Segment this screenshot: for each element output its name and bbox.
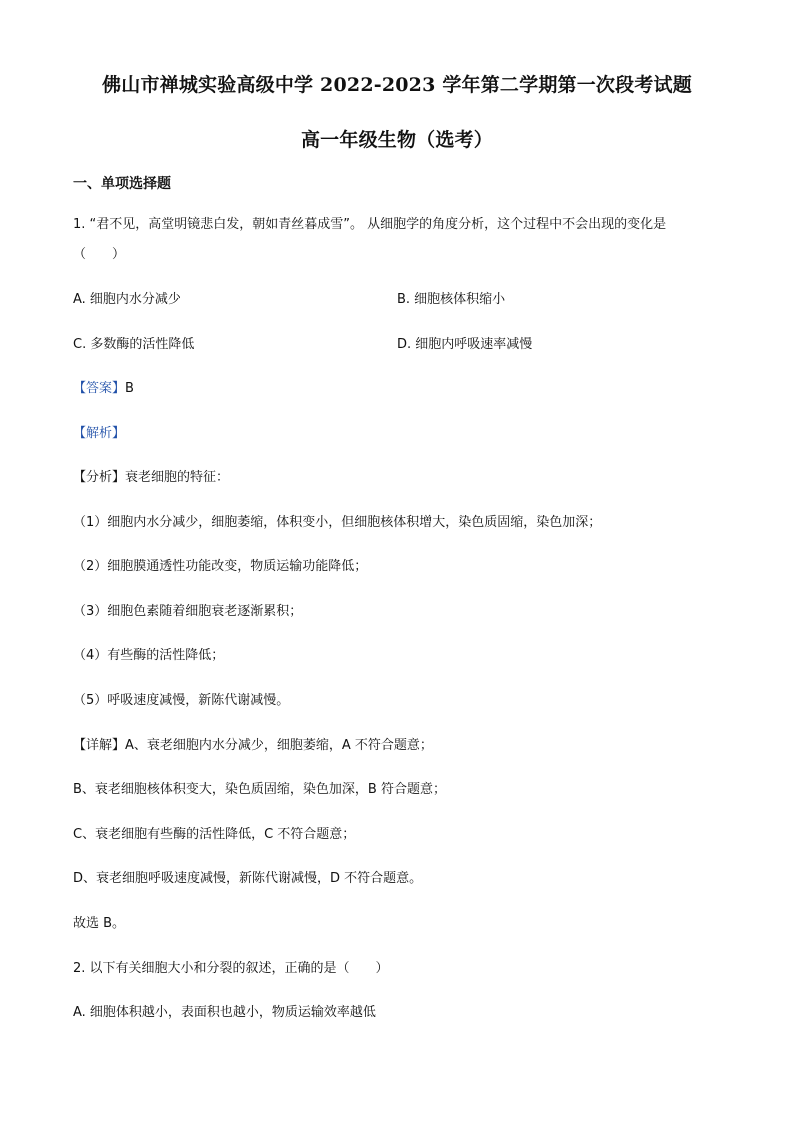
exam-title: 佛山市禅城实验高级中学 2022-2023 学年第二学期第一次段考试题 [102, 74, 692, 96]
q1-stem-line1: 1. “君不见，高堂明镜悲白发，朝如青丝暮成雪”。 从细胞学的角度分析，这个过程中不会出现的变化是 [73, 217, 667, 232]
q1-point-2: （2）细胞膜通透性功能改变，物质运输功能降低； [73, 559, 368, 574]
q1-detail [73, 737, 433, 755]
q1-detail-d: D、衰老细胞呼吸速度减慢，新陈代谢减慢，D 不符合题意。 [73, 871, 423, 886]
q1-option-b: B. 细胞核体积缩小 [397, 292, 506, 307]
detail-tag: 【详解】 [73, 738, 126, 753]
q1-stem-line2: （ ） [73, 247, 126, 262]
detail-line-a: A、衰老细胞内水分减少，细胞萎缩，A 不符合题意； [125, 738, 433, 753]
analysis-tag: 【解析】 [73, 426, 126, 441]
q1-analysis [73, 425, 125, 443]
answer-tag: 【答案】 [73, 381, 126, 396]
exam-subtitle: 高一年级生物（选考） [300, 129, 493, 151]
q1-detail-b: B、衰老细胞核体积变大，染色质固缩，染色加深，B 符合题意； [73, 782, 446, 797]
q2-option-a: A. 细胞体积越小，表面积也越小，物质运输效率越低 [73, 1005, 376, 1020]
fenxi-text: 衰老细胞的特征： [125, 470, 230, 485]
q1-option-d: D. 细胞内呼吸速率减慢 [397, 337, 533, 352]
q1-detail-c: C、衰老细胞有些酶的活性降低，C 不符合题意； [73, 827, 356, 842]
answer-value: B [125, 381, 134, 396]
q1-point-4: （4）有些酶的活性降低； [73, 648, 225, 663]
q1-option-c: C. 多数酶的活性降低 [73, 337, 195, 352]
q1-option-a: A. 细胞内水分减少 [73, 292, 181, 307]
q1-point-3: （3）细胞色素随着细胞衰老逐渐累积； [73, 604, 303, 619]
section-heading: 一、单项选择题 [73, 176, 171, 192]
q1-point-5: （5）呼吸速度减慢，新陈代谢减慢。 [73, 693, 290, 708]
q2-stem: 2. 以下有关细胞大小和分裂的叙述，正确的是（ ） [73, 961, 389, 976]
q1-answer [73, 380, 134, 398]
fenxi-tag: 【分析】 [73, 470, 126, 485]
q1-conclusion: 故选 B。 [73, 916, 126, 931]
q1-point-1: （1）细胞内水分减少，细胞萎缩，体积变小，但细胞核体积增大，染色质固缩，染色加深； [73, 515, 602, 530]
q1-fenxi [73, 469, 229, 487]
